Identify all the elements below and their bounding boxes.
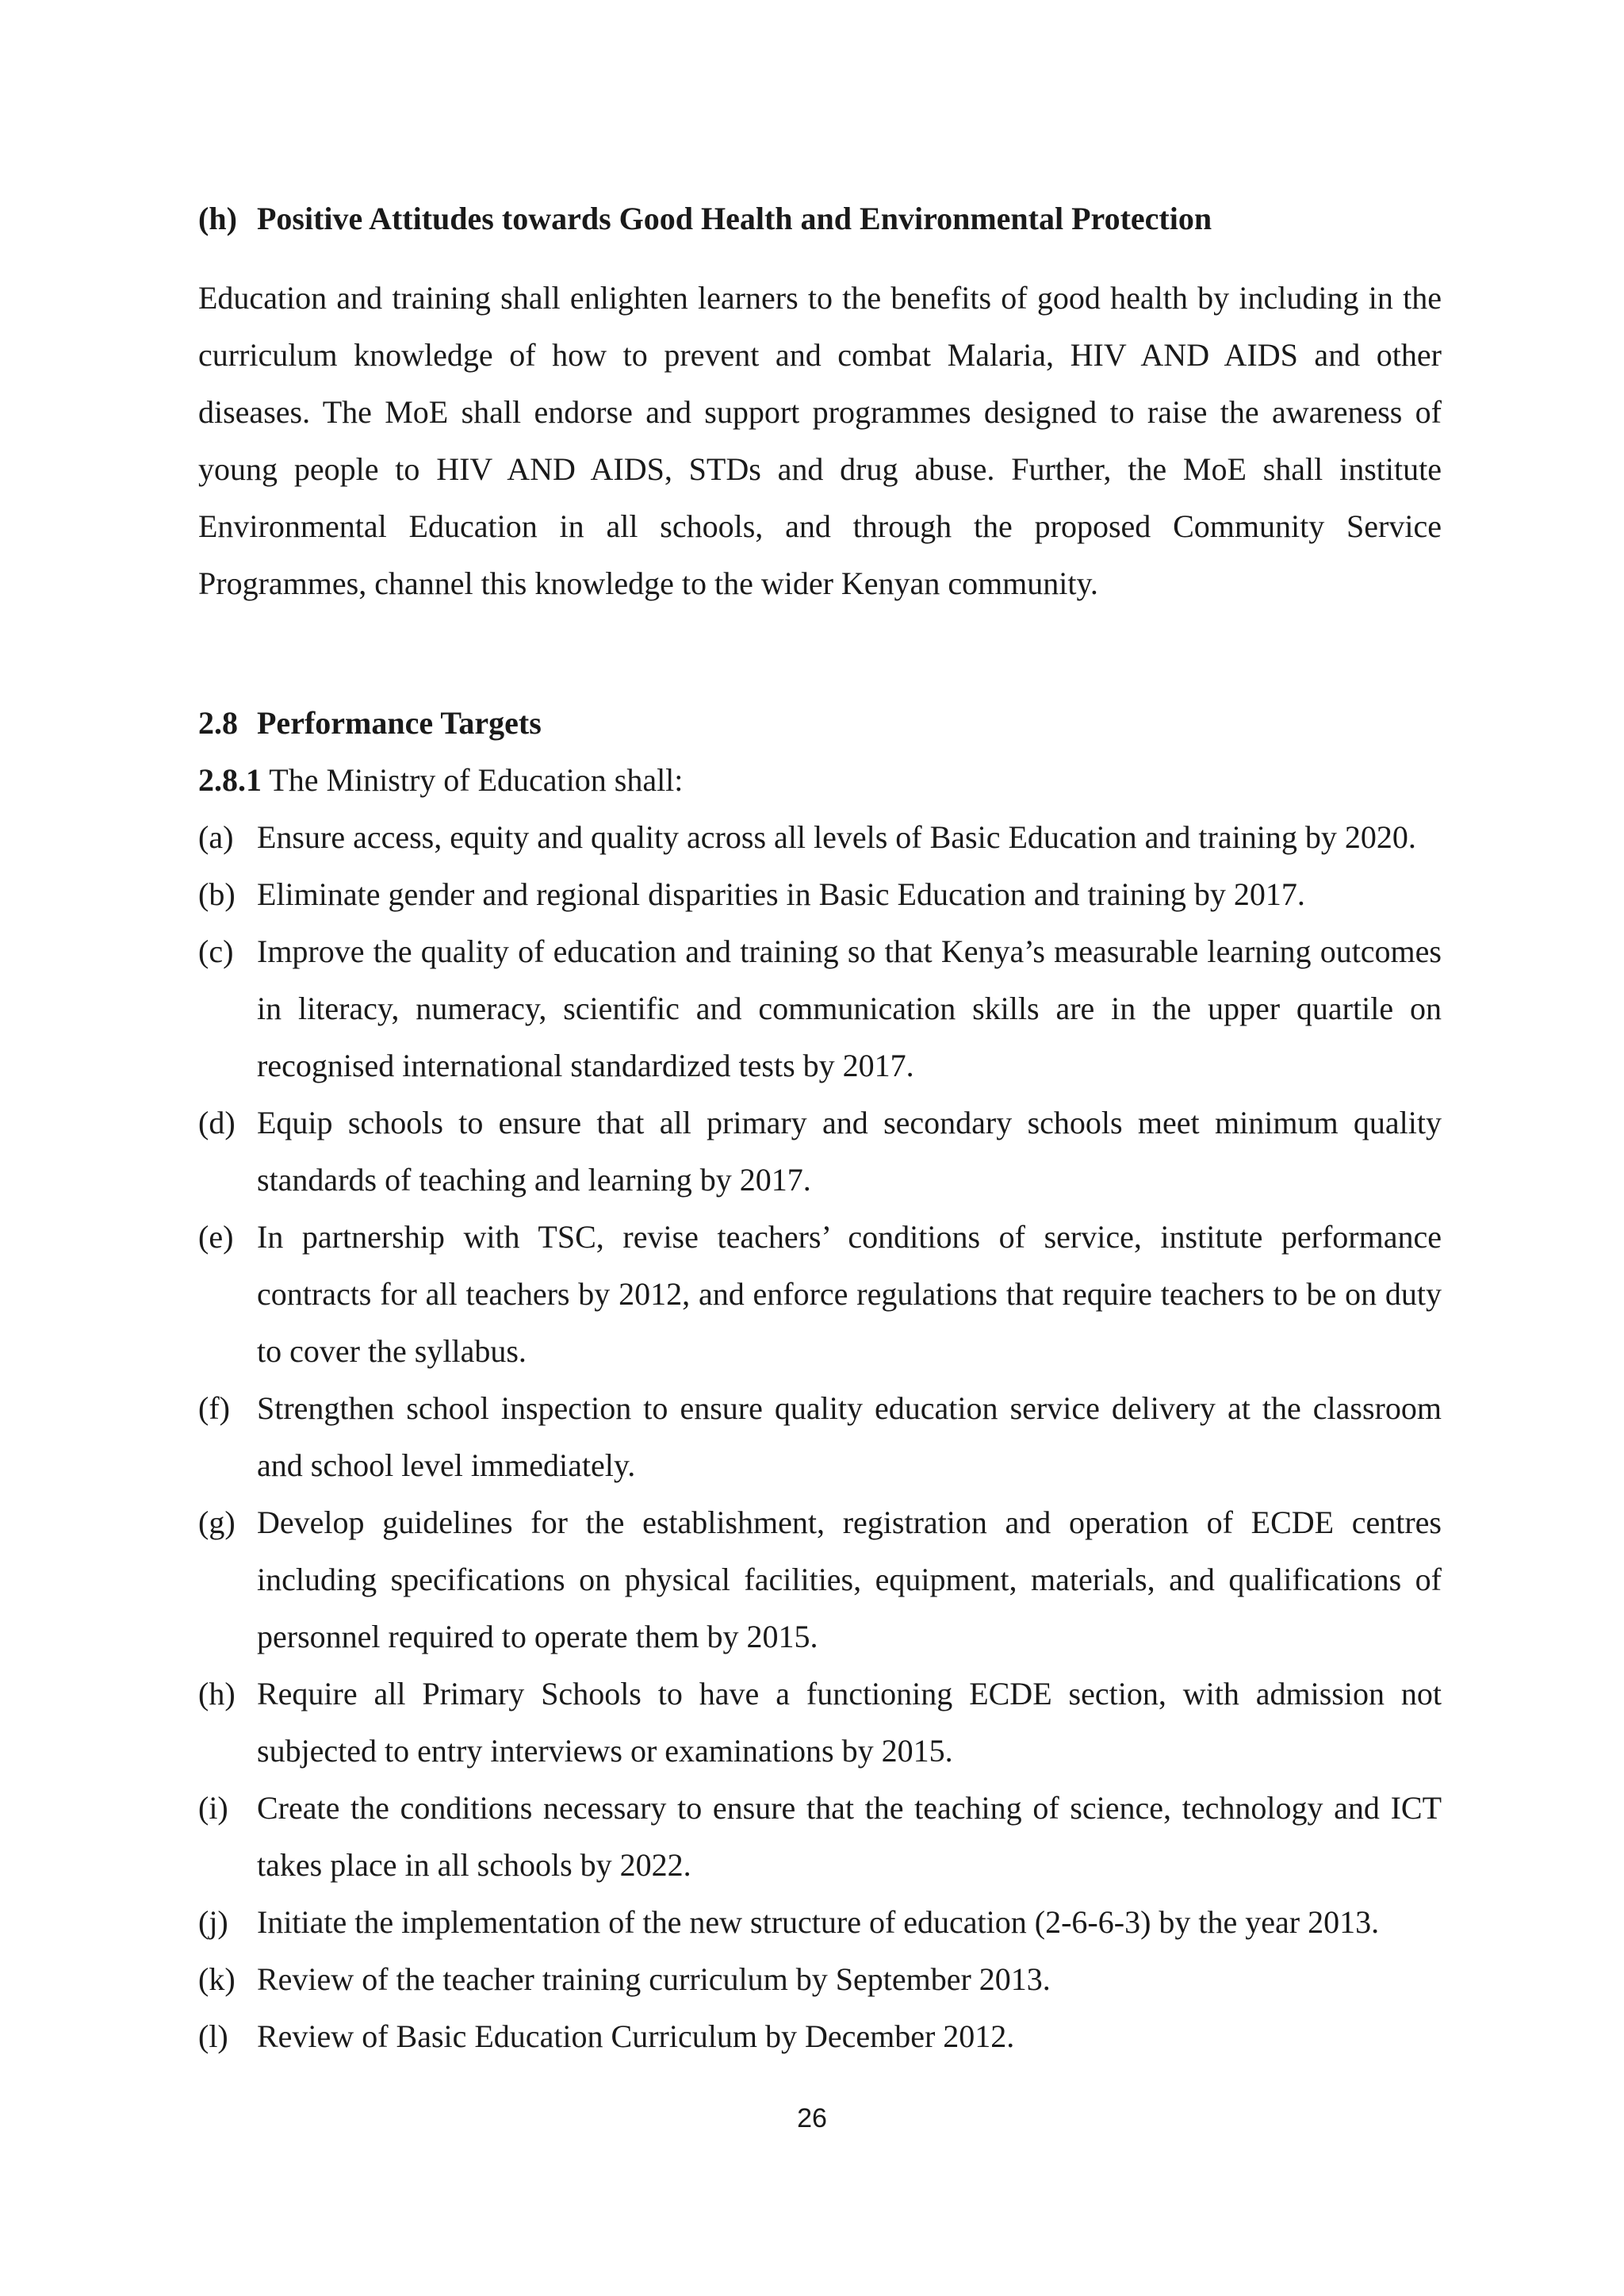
subsection-2-8-1-number: 2.8.1: [198, 762, 262, 798]
list-item-text: Require all Primary Schools to have a functioning ECDE section, with admission not subjected to entry interviews or examinations by 2015.: [257, 1676, 1442, 1769]
list-item-label: (a): [198, 819, 234, 855]
section-h-body: Education and training shall enlighten learners to the benefits of good health by including in the curriculum knowledge of how to prevent and combat Malaria, HIV AND AIDS and other diseases. The MoE shall endorse and support programmes designed to raise the awareness of young people to HIV AND AIDS, STDs and drug abuse. Further, the MoE shall institute Environmental Education in all schools, and through the proposed Community Service Programmes, channel this knowledge to the wider Kenyan community.: [198, 280, 1442, 601]
list-item: [198, 1380, 1442, 1494]
document-page: [198, 190, 1442, 2065]
list-item-text: Eliminate gender and regional disparities in Basic Education and training by 2017.: [257, 876, 1305, 912]
list-item-text: Develop guidelines for the establishment, registration and operation of ECDE centres including specifications on physical facilities, equipment, materials, and qualifications of personnel required to operate them by 2015.: [257, 1504, 1442, 1654]
list-item-label: (e): [198, 1219, 234, 1255]
list-item: [198, 809, 1442, 866]
list-item: [198, 1094, 1442, 1209]
list-item-text: Improve the quality of education and training so that Kenya’s measurable learning outcomes in literacy, numeracy, scientific and communication skills are in the upper quartile on recognised international standardized tests by 2017.: [257, 933, 1442, 1083]
list-item-text: Ensure access, equity and quality across all levels of Basic Education and training by 2020.: [257, 819, 1416, 855]
list-item: [198, 1665, 1442, 1780]
subsection-2-8-1: [198, 752, 1442, 809]
list-item-text: In partnership with TSC, revise teachers’ conditions of service, institute performance contracts for all teachers by 2012, and enforce regulations that require teachers to be on duty to cover the syllabus.: [257, 1219, 1442, 1369]
list-item: [198, 2008, 1442, 2065]
section-h-heading: [198, 190, 1442, 247]
section-2-8-title: Performance Targets: [257, 705, 542, 741]
list-item: [198, 1894, 1442, 1951]
page-number: 26: [797, 2103, 827, 2133]
list-item-label: (h): [198, 1676, 236, 1711]
list-item-label: (c): [198, 933, 234, 969]
list-item-text: Equip schools to ensure that all primary and secondary schools meet minimum quality standards of teaching and learning by 2017.: [257, 1105, 1442, 1198]
list-item: [198, 1209, 1442, 1380]
list-item-text: Review of Basic Education Curriculum by December 2012.: [257, 2018, 1015, 2054]
list-item: [198, 923, 1442, 1094]
list-item: [198, 866, 1442, 923]
section-h-title: Positive Attitudes towards Good Health and Environmental Protection: [257, 201, 1212, 236]
list-item-text: Review of the teacher training curriculum by September 2013.: [257, 1961, 1051, 1997]
list-item-label: (i): [198, 1790, 228, 1826]
list-item-label: (l): [198, 2018, 228, 2054]
section-h-marker: (h): [198, 201, 237, 236]
list-item: [198, 1494, 1442, 1665]
performance-targets-list: [198, 809, 1442, 2065]
list-item-text: Strengthen school inspection to ensure quality education service delivery at the classroom and school level immediately.: [257, 1390, 1442, 1483]
list-item-label: (d): [198, 1105, 236, 1140]
list-item: [198, 1951, 1442, 2008]
list-item-text: Initiate the implementation of the new structure of education (2-6-6-3) by the year 2013.: [257, 1904, 1380, 1940]
list-item-label: (g): [198, 1504, 236, 1540]
list-item-label: (j): [198, 1904, 228, 1940]
list-item: [198, 1780, 1442, 1894]
section-2-8-heading: [198, 695, 1442, 752]
section-2-8-number: 2.8: [198, 705, 238, 741]
list-item-label: (b): [198, 876, 236, 912]
subsection-2-8-1-text: The Ministry of Education shall:: [262, 762, 684, 798]
list-item-text: Create the conditions necessary to ensure that the teaching of science, technology and ICT takes place in all schools by 2022.: [257, 1790, 1442, 1883]
list-item-label: (f): [198, 1390, 230, 1426]
list-item-label: (k): [198, 1961, 236, 1997]
